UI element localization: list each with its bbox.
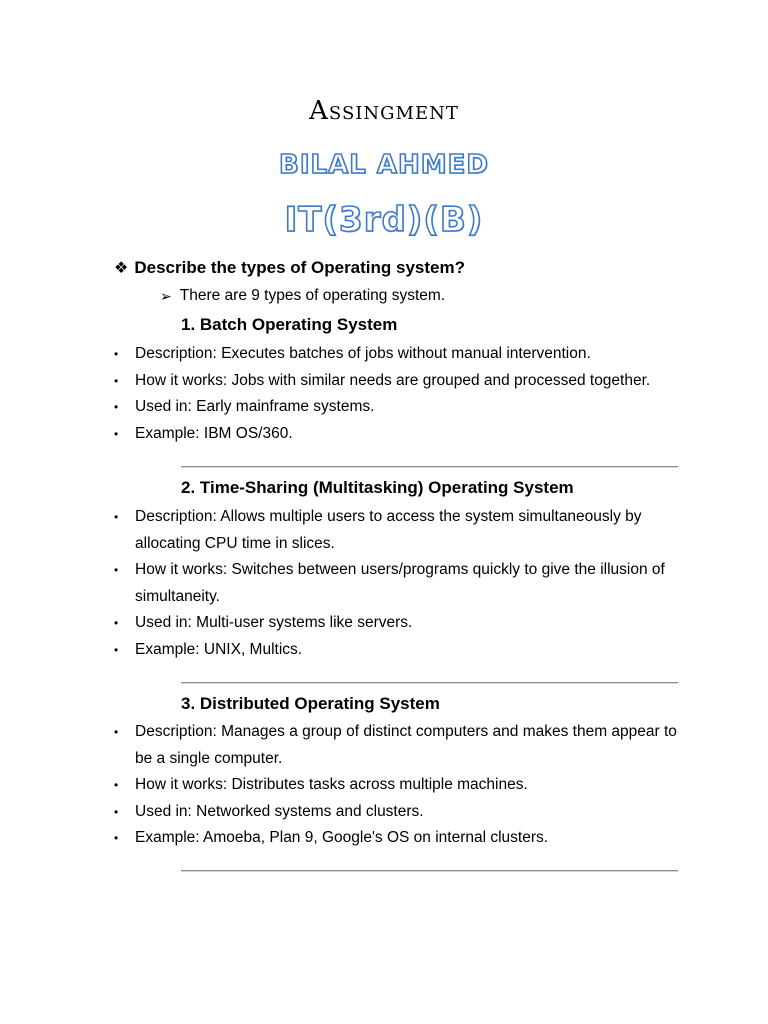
bullet-dot-icon: • bbox=[114, 563, 119, 577]
bullet-dot-icon: • bbox=[114, 642, 119, 657]
bullet-dot-icon: • bbox=[114, 804, 119, 819]
os-type-heading-time-sharing: 2. Time-Sharing (Multitasking) Operating System bbox=[181, 478, 574, 497]
bullet-text: Used in: Networked systems and clusters. bbox=[135, 802, 424, 820]
bullet-text: Example: UNIX, Multics. bbox=[135, 640, 303, 658]
bullet-dot-icon: • bbox=[114, 725, 119, 739]
list-item bbox=[114, 772, 694, 799]
bullet-dot-icon: • bbox=[114, 616, 119, 630]
os-type-heading-distributed: 3. Distributed Operating System bbox=[181, 694, 440, 713]
os-type-list-batch bbox=[114, 341, 694, 447]
document-title: Assingment bbox=[309, 96, 459, 126]
intro-text: There are 9 types of operating system. bbox=[179, 287, 446, 304]
bullet-dot-icon: • bbox=[114, 347, 119, 361]
arrow-bullet-icon: ➢ bbox=[160, 287, 172, 304]
bullet-dot-icon: • bbox=[114, 373, 119, 388]
bullet-text: Example: IBM OS/360. bbox=[135, 424, 293, 442]
list-item bbox=[114, 719, 694, 772]
list-item bbox=[114, 368, 694, 395]
bullet-text: Example: Amoeba, Plan 9, Google's OS on internal clusters. bbox=[135, 829, 549, 846]
bullet-text: How it works: Switches between users/programs quickly to give the illusion of simultaneity. bbox=[135, 561, 665, 605]
bullet-text: Description: Executes batches of jobs without manual intervention. bbox=[135, 345, 591, 362]
author-name: BILAL AHMED bbox=[279, 150, 489, 180]
horizontal-divider bbox=[181, 466, 678, 468]
bullet-text: Used in: Early mainframe systems. bbox=[135, 398, 375, 415]
horizontal-divider bbox=[181, 682, 678, 684]
bullet-dot-icon: • bbox=[114, 778, 119, 792]
question-line bbox=[114, 258, 465, 278]
os-type-list-time-sharing bbox=[114, 504, 694, 663]
list-item bbox=[114, 799, 694, 826]
bullet-text: Description: Allows multiple users to access the system simultaneously by allocating CPU time in slices. bbox=[135, 508, 642, 552]
list-item bbox=[114, 341, 694, 368]
bullet-dot-icon: • bbox=[114, 510, 119, 524]
bullet-text: How it works: Jobs with similar needs are grouped and processed together. bbox=[135, 371, 651, 389]
list-item bbox=[114, 557, 694, 610]
bullet-text: Used in: Multi-user systems like servers. bbox=[135, 614, 413, 631]
bullet-dot-icon: • bbox=[114, 831, 119, 845]
bullet-text: Description: Manages a group of distinct computers and makes them appear to be a single computer. bbox=[135, 723, 677, 767]
bullet-dot-icon: • bbox=[114, 400, 119, 414]
diamond-bullet-icon: ❖ bbox=[114, 260, 129, 277]
list-item bbox=[114, 421, 694, 448]
question-text: Describe the types of Operating system? bbox=[134, 258, 465, 277]
list-item bbox=[114, 825, 694, 852]
horizontal-divider bbox=[181, 870, 678, 872]
bullet-dot-icon: • bbox=[114, 426, 119, 441]
os-type-list-distributed bbox=[114, 719, 694, 852]
list-item bbox=[114, 637, 694, 664]
bullet-text: How it works: Distributes tasks across multiple machines. bbox=[135, 776, 528, 793]
list-item bbox=[114, 504, 694, 557]
list-item bbox=[114, 394, 694, 421]
os-type-heading-batch: 1. Batch Operating System bbox=[181, 315, 398, 334]
intro-line bbox=[160, 287, 445, 305]
list-item bbox=[114, 610, 694, 637]
class-section: IT(3rd)(B) bbox=[284, 200, 484, 240]
